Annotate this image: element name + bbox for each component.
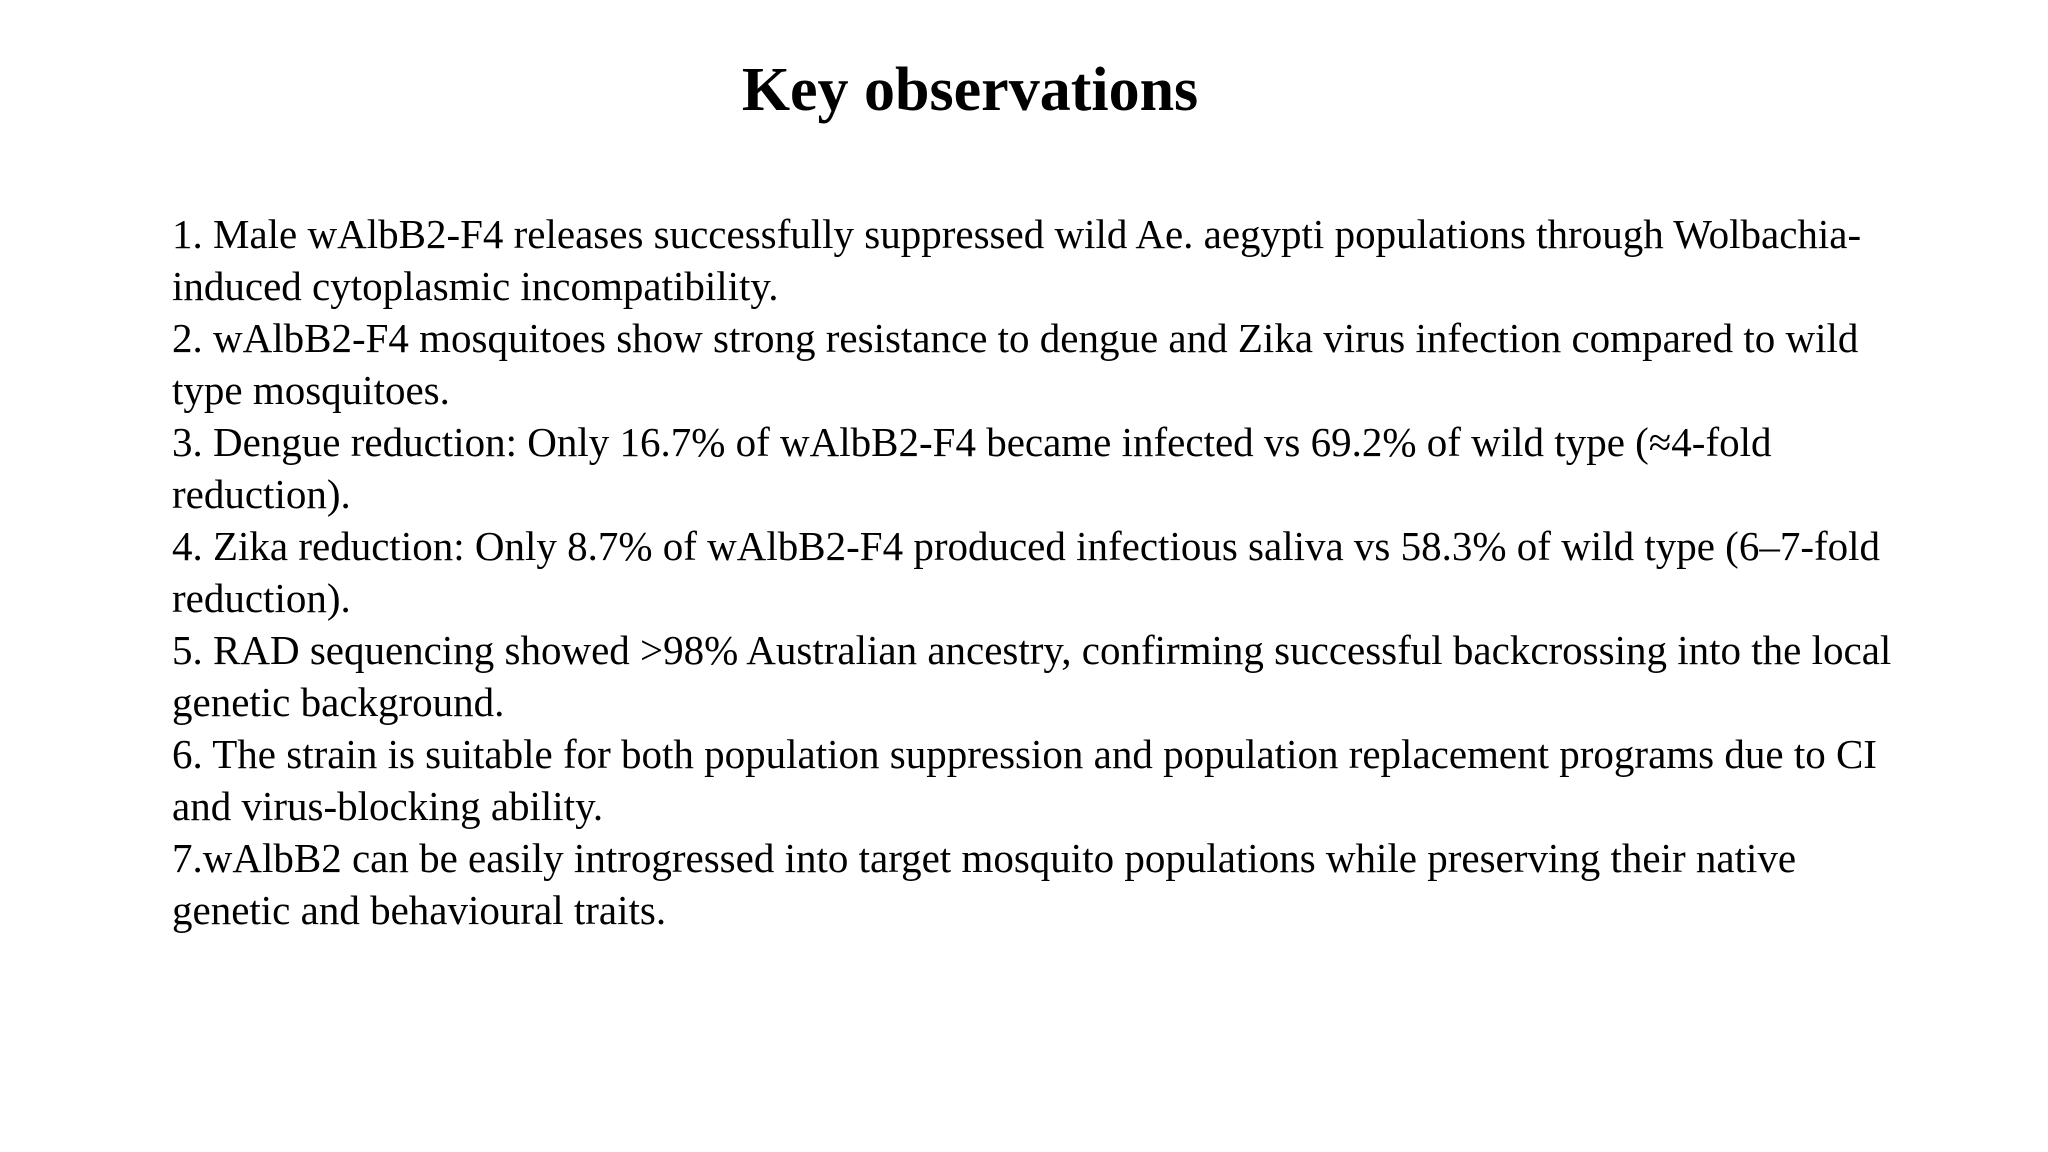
observation-item-6: 6. The strain is suitable for both population suppression and population replacement programs due to CI and virus-blocking ability. (172, 731, 1877, 829)
observation-item-5: 5. RAD sequencing showed >98% Australian ancestry, confirming successful backcrossing into the local genetic background. (172, 627, 1892, 725)
observations-list (172, 208, 1912, 936)
slide-title: Key observations (741, 56, 1199, 124)
observation-item-7: 7.wAlbB2 can be easily introgressed into target mosquito populations while preserving their native genetic and behavioural traits. (172, 835, 1797, 933)
observation-item-1: 1. Male wAlbB2-F4 releases successfully suppressed wild Ae. aegypti populations through Wolbachia-induced cytoplasmic incompatibility. (172, 211, 1862, 309)
observation-item-2: 2. wAlbB2-F4 mosquitoes show strong resistance to dengue and Zika virus infection compared to wild type mosquitoes. (172, 315, 1859, 413)
observation-item-4: 4. Zika reduction: Only 8.7% of wAlbB2-F4 produced infectious saliva vs 58.3% of wild type (6–7-fold reduction). (172, 523, 1881, 621)
observation-item-3: 3. Dengue reduction: Only 16.7% of wAlbB2-F4 became infected vs 69.2% of wild type (≈4-fold reduction). (172, 419, 1772, 517)
